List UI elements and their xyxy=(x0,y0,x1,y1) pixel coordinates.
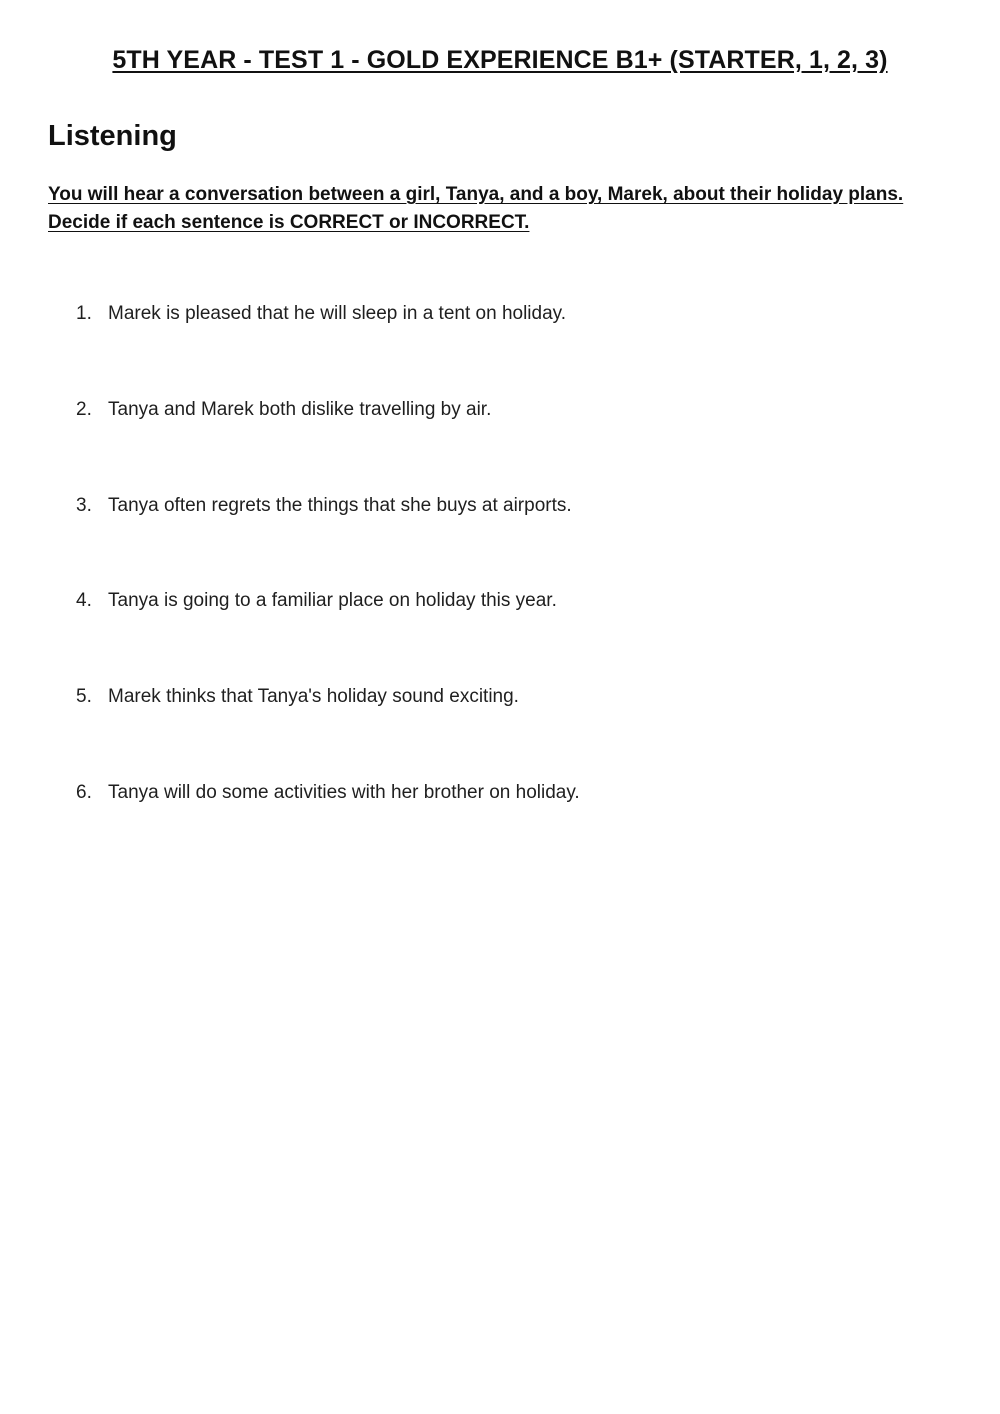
question-number: 6. xyxy=(76,781,92,803)
question-number: 5. xyxy=(76,686,92,708)
question-text: Tanya is going to a familiar place on holiday this year. xyxy=(108,590,557,612)
question-number: 3. xyxy=(76,494,92,516)
question-number: 1. xyxy=(76,303,92,324)
question-number: 2. xyxy=(76,398,92,420)
instructions: You will hear a conversation between a girl, Tanya, and a boy, Marek, about their holiday plans. Decide if each sentence is CORRECT or INCORRECT. xyxy=(48,184,904,233)
question-text: Tanya often regrets the things that she buys at airports. xyxy=(108,494,572,516)
document-title: 5TH YEAR - TEST 1 - GOLD EXPERIENCE B1+ (STARTER, 1, 2, 3) xyxy=(112,46,888,74)
question-text: Tanya and Marek both dislike travelling by air. xyxy=(108,398,492,420)
question-text: Marek thinks that Tanya's holiday sound exciting. xyxy=(108,686,519,708)
question-text: Tanya will do some activities with her brother on holiday. xyxy=(108,781,580,803)
section-heading: Listening xyxy=(48,120,177,152)
question-number: 4. xyxy=(76,590,92,612)
question-text: Marek is pleased that he will sleep in a tent on holiday. xyxy=(108,303,567,324)
